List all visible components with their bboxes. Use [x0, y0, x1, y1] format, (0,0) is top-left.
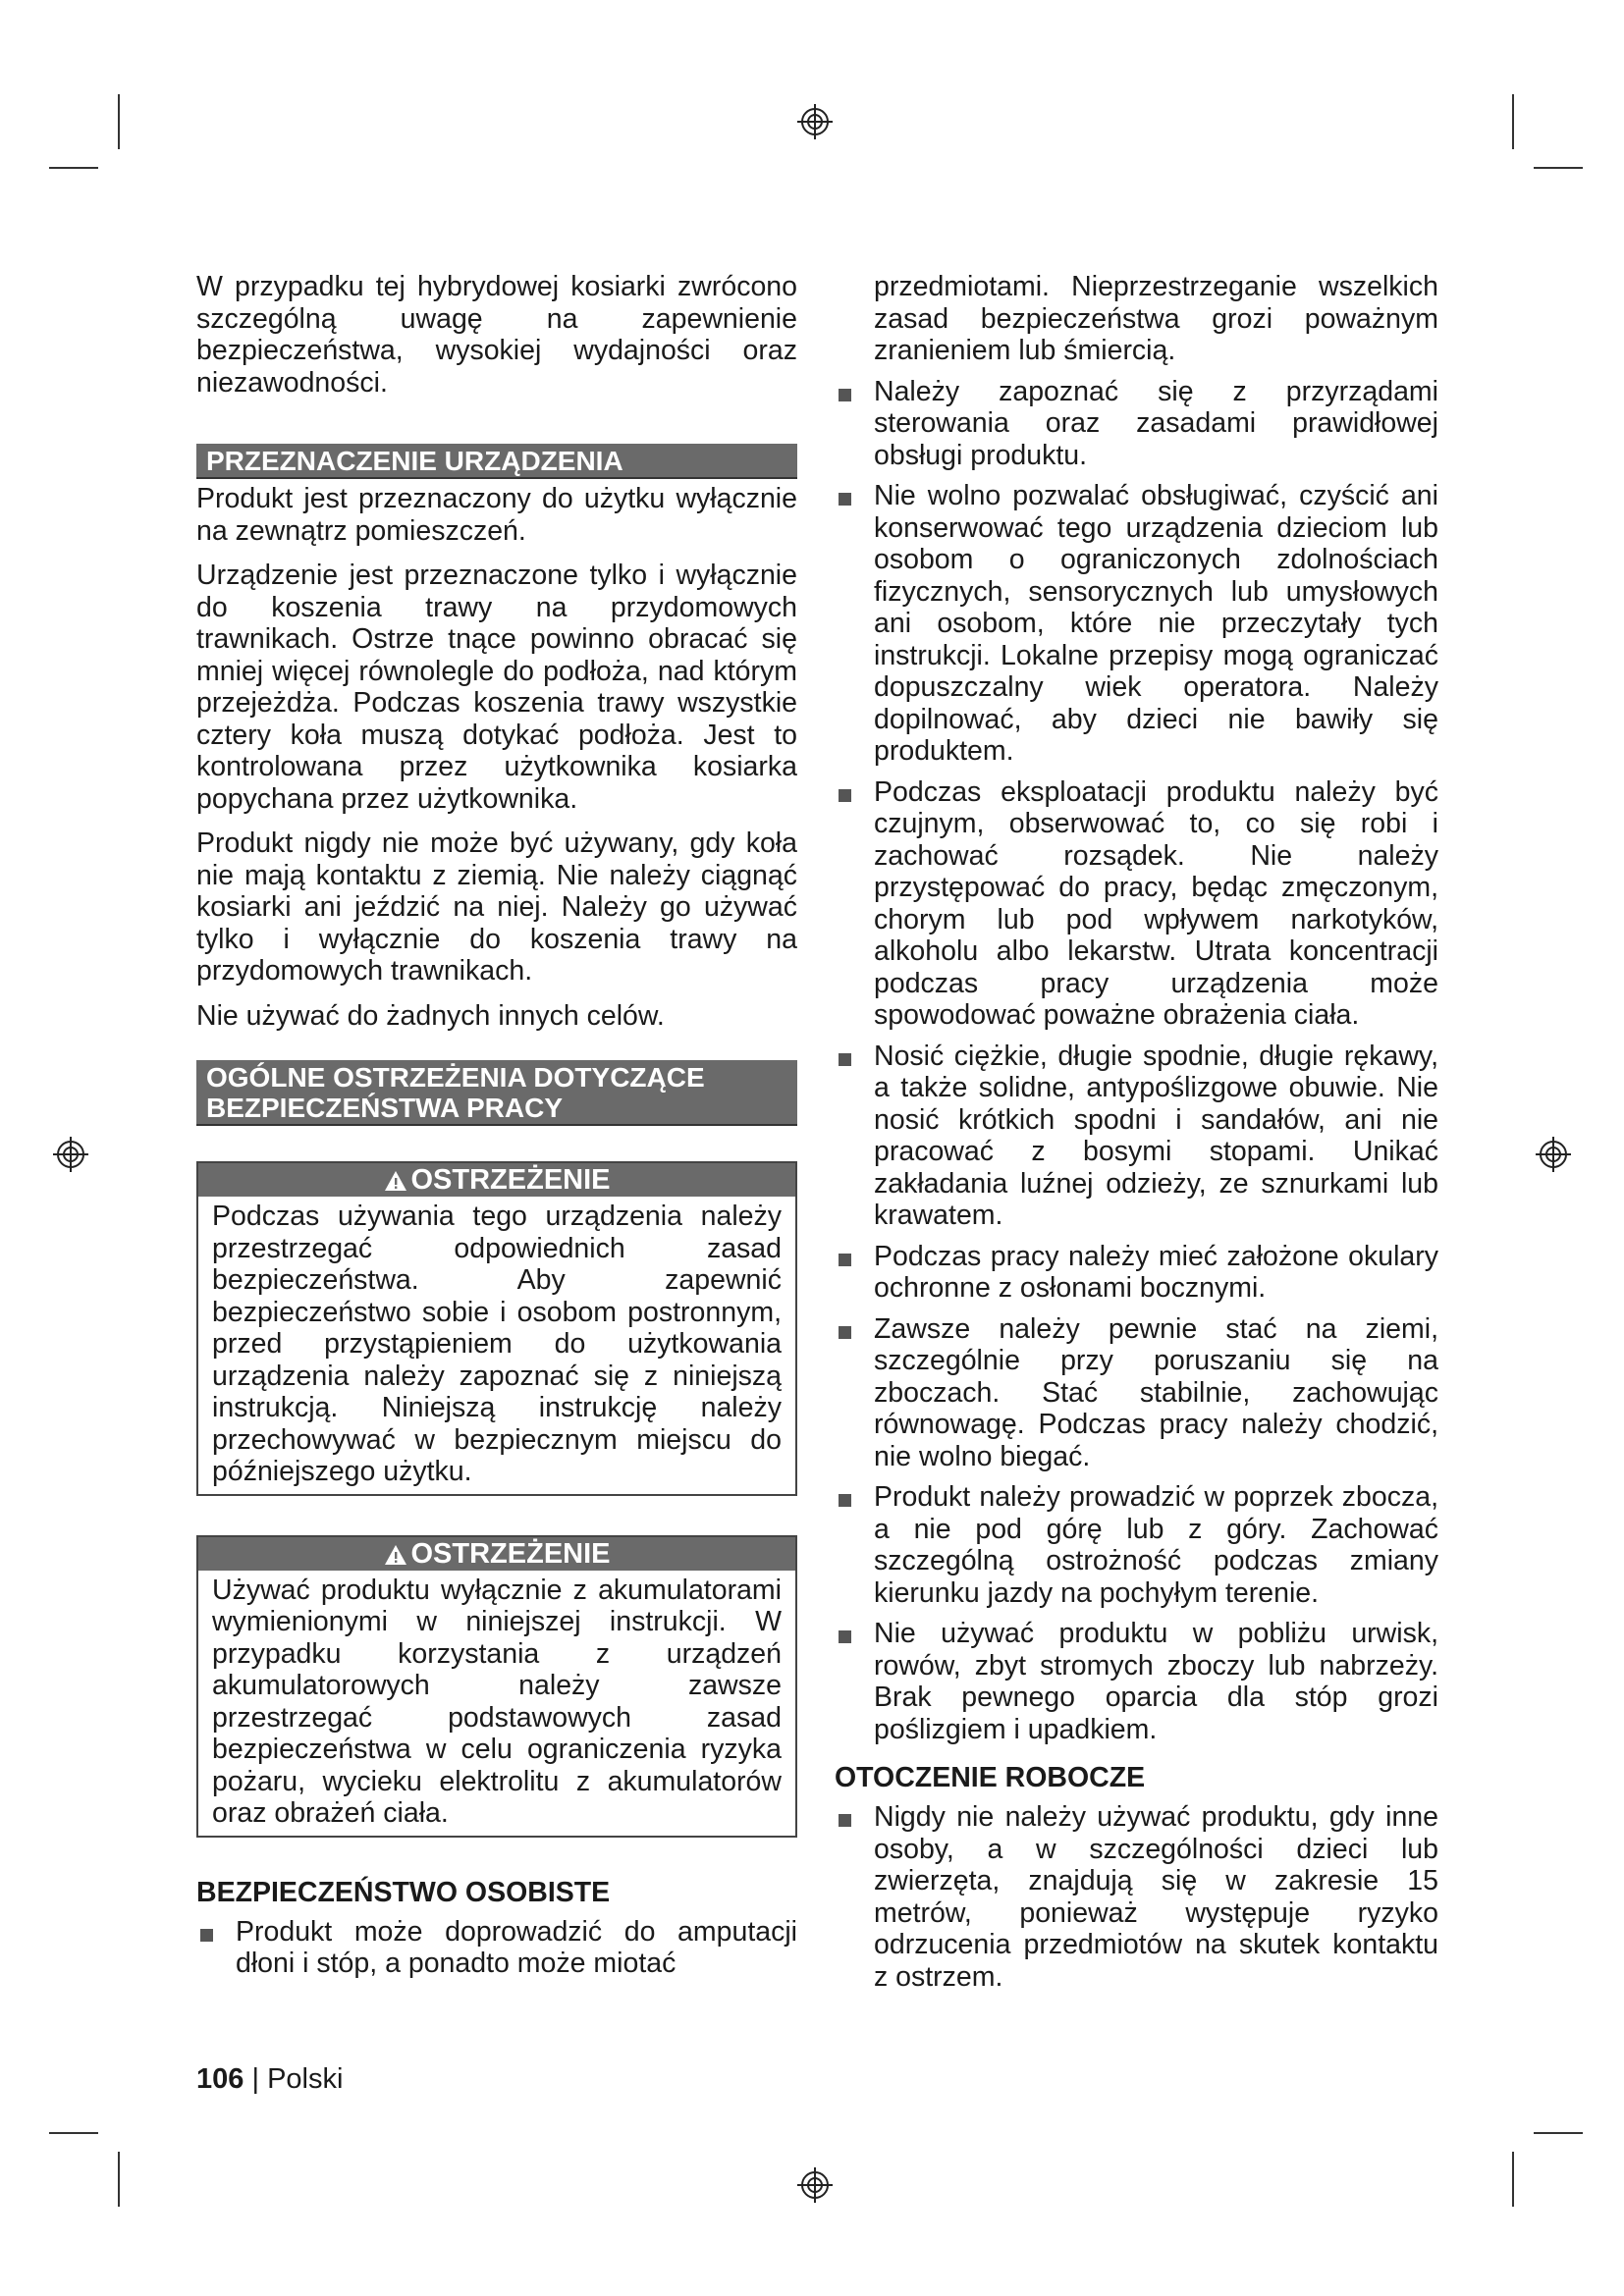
registration-mark-icon: [51, 1135, 90, 1174]
personal-safety-list: [196, 1916, 797, 1980]
list-item: Nie wolno pozwalać obsługiwać, czyścić ani konserwować tego urządzenia dzieciom lub osobom o ograniczonych zdolnościach fizycznych, sensorycznych lub umysłowych ani osobom, które nie przeczytały tych instrukcji. Lokalne przepisy mogą ograniczać dopuszczalny wiek operatora. Należy dopilnować, aby dzieci nie bawiły się produktem.: [835, 480, 1438, 768]
list-item: Należy zapoznać się z przyrządami sterowania oraz zasadami prawidłowej obsługi produktu.: [835, 376, 1438, 472]
warning-box: [196, 1161, 797, 1496]
continuation-paragraph: przedmiotami. Nieprzestrzeganie wszelkich zasad bezpieczeństwa grozi poważnym zranieniem lub śmiercią.: [874, 271, 1438, 366]
warning-box: [196, 1535, 797, 1838]
square-bullet-icon: [839, 493, 851, 506]
purpose-paragraph: Produkt jest przeznaczony do użytku wyłącznie na zewnątrz pomieszczeń.: [196, 483, 797, 547]
square-bullet-icon: [839, 1326, 851, 1339]
page-footer: [196, 2062, 343, 2096]
list-item: Nosić ciężkie, długie spodnie, długie rękawy, a także solidne, antypoślizgowe obuwie. Nie nosić krótkich spodni i sandałów, ani nie pracować z bosymi stopami. Unikać zakładania luźnej odzieży, ze sznurkami lub krawatem.: [835, 1041, 1438, 1232]
crop-mark: [1534, 167, 1583, 169]
list-item: Produkt należy prowadzić w poprzek zbocza, a nie pod górę lub z góry. Zachować szczególną ostrożność podczas zmiany kierunku jazdy na pochyłym terenie.: [835, 1481, 1438, 1609]
crop-mark: [118, 2152, 120, 2207]
warning-triangle-icon: [383, 1543, 408, 1567]
registration-mark-icon: [1534, 1135, 1573, 1174]
purpose-paragraph: Urządzenie jest przeznaczone tylko i wyłącznie do koszenia trawy na przydomowych trawnikach. Ostrze tnące powinno obracać się mniej więcej równolegle do podłoża, nad którym przejeżdża. Podczas koszenia trawy wszystkie cztery koła muszą dotykać podłoża. Jest to kontrolowana przez użytkownika kosiarka popychana przez użytkownika.: [196, 560, 797, 815]
crop-mark: [1512, 94, 1514, 149]
work-environment-list: [835, 1801, 1438, 1993]
page-number: 106: [196, 2063, 244, 2095]
general-safety-heading: OGÓLNE OSTRZEŻENIA DOTYCZĄCE BEZPIECZEŃSTWA PRACY: [196, 1060, 797, 1126]
list-item: Zawsze należy pewnie stać na ziemi, szczególnie przy poruszaniu się na zboczach. Stać stabilnie, zachowując równowagę. Podczas pracy należy chodzić, nie wolno biegać.: [835, 1313, 1438, 1473]
list-item: Nigdy nie należy używać produktu, gdy inne osoby, a w szczególności dzieci lub zwierzęta, znajdują się w zakresie 15 metrów, ponieważ występuje ryzyko odrzucenia przedmiotów na skutek kontaktu z ostrzem.: [835, 1801, 1438, 1993]
square-bullet-icon: [839, 1494, 851, 1507]
list-item: Produkt może doprowadzić do amputacji dłoni i stóp, a ponadto może miotać: [196, 1916, 797, 1980]
warning-header: [198, 1537, 795, 1571]
square-bullet-icon: [839, 1814, 851, 1827]
list-item: Podczas pracy należy mieć założone okulary ochronne z osłonami bocznymi.: [835, 1241, 1438, 1305]
warning-header: [198, 1163, 795, 1197]
warning-title: OSTRZEŻENIE: [410, 1164, 611, 1196]
crop-mark: [1534, 2132, 1583, 2134]
square-bullet-icon: [839, 1254, 851, 1266]
intro-paragraph: W przypadku tej hybrydowej kosiarki zwrócono szczególną uwagę na zapewnienie bezpieczeństwa, wysokiej wydajności oraz niezawodności.: [196, 271, 797, 399]
warning-text: Podczas używania tego urządzenia należy przestrzegać odpowiednich zasad bezpieczeństwa. Aby zapewnić bezpieczeństwo sobie i osobom postronnym, przed przystąpieniem do użytkowania urządzenia należy zapoznać się z niniejszą instrukcją. Niniejszą instrukcję należy przechowywać w bezpiecznym miejscu do późniejszego użytku.: [212, 1201, 782, 1487]
square-bullet-icon: [839, 389, 851, 401]
personal-safety-list-continued: [835, 376, 1438, 1746]
crop-mark: [49, 167, 98, 169]
footer-separator: |: [251, 2063, 259, 2095]
crop-mark: [118, 94, 120, 149]
registration-mark-icon: [795, 102, 835, 141]
square-bullet-icon: [200, 1929, 213, 1942]
purpose-paragraph: Produkt nigdy nie może być używany, gdy koła nie mają kontaktu z ziemią. Nie należy ciągnąć kosiarki ani jeździć na niej. Należy go używać tylko i wyłącznie do koszenia trawy na przydomowych trawnikach.: [196, 828, 797, 987]
crop-mark: [49, 2132, 98, 2134]
square-bullet-icon: [839, 789, 851, 802]
warning-title: OSTRZEŻENIE: [410, 1537, 611, 1570]
crop-mark: [1512, 2152, 1514, 2207]
personal-safety-heading: BEZPIECZEŃSTWO OSOBISTE: [196, 1876, 611, 1908]
page-language: Polski: [267, 2063, 344, 2095]
list-item: Podczas eksploatacji produktu należy być czujnym, obserwować to, co się robi i zachować rozsądek. Nie należy przystępować do pracy, będąc zmęczonym, chorym lub pod wpływem narkotyków, alkoholu albo lekarstw. Utrata koncentracji podczas pracy urządzenia może spowodować poważne obrażenia ciała.: [835, 776, 1438, 1032]
warning-triangle-icon: [383, 1169, 408, 1193]
right-column: [835, 271, 1438, 2002]
work-environment-heading: OTOCZENIE ROBOCZE: [835, 1762, 1146, 1793]
square-bullet-icon: [839, 1053, 851, 1066]
registration-mark-icon: [795, 2165, 835, 2205]
purpose-paragraph: Nie używać do żadnych innych celów.: [196, 999, 665, 1032]
warning-text: Używać produktu wyłącznie z akumulatorami wymienionymi w niniejszej instrukcji. W przypadku korzystania z urządzeń akumulatorowych należy zawsze przestrzegać podstawowych zasad bezpieczeństwa w celu ograniczenia ryzyka pożaru, wycieku elektrolitu z akumulatorów oraz obrażeń ciała.: [212, 1574, 782, 1829]
left-column: [196, 271, 797, 1989]
list-item: Nie używać produktu w pobliżu urwisk, rowów, zbyt stromych zboczy lub nabrzeży. Brak pewnego oparcia dla stóp grozi poślizgiem i upadkiem.: [835, 1618, 1438, 1745]
square-bullet-icon: [839, 1630, 851, 1643]
purpose-heading: PRZEZNACZENIE URZĄDZENIA: [196, 444, 797, 479]
